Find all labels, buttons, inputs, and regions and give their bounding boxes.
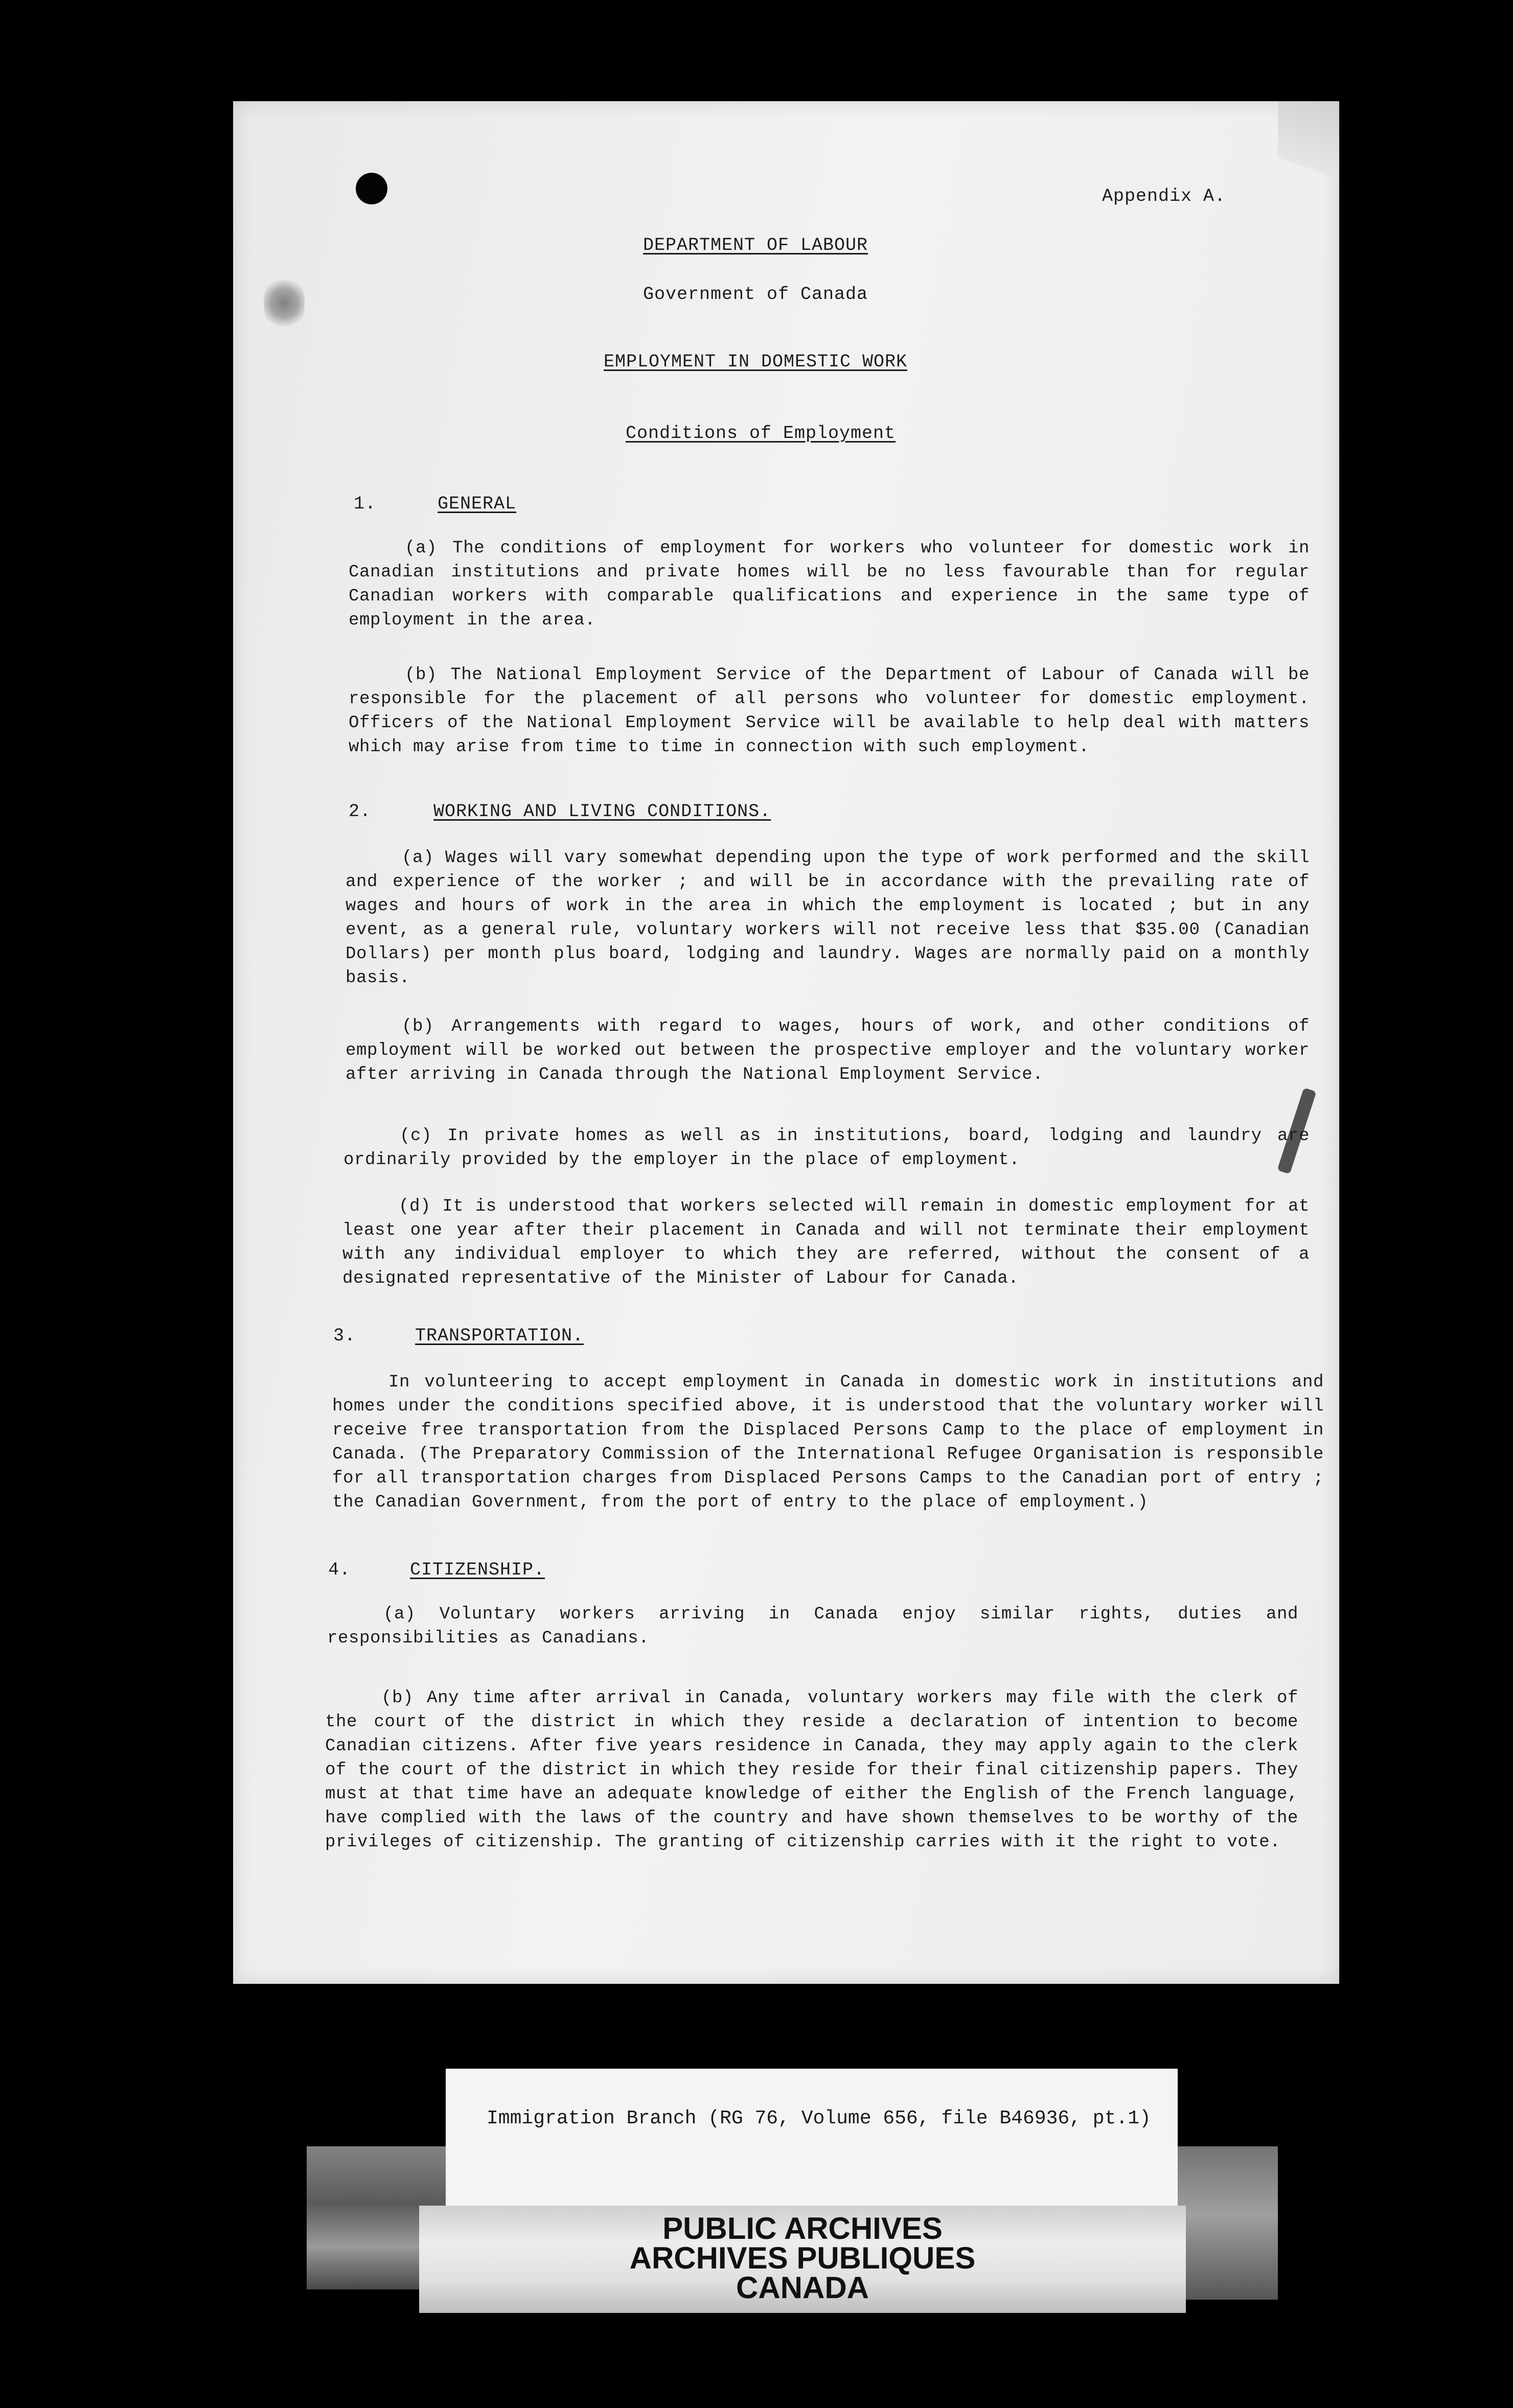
section-1-paragraph-a: (a) The conditions of employment for workers who volunteer for domestic work in Canadian institutions and private homes will be no less favourable than for regular Canadian workers with comparable qualifications and experience in the same type of employment in the area. — [349, 539, 1310, 630]
punch-hole — [356, 173, 387, 204]
section-2-paragraph-a: (a) Wages will vary somewhat depending upon the type of work performed and the skill and experience of the worker ; and will be in accordance with the prevailing rate of wages and hours of work in the area in which the employment is located ; but in any event, as a general rule, voluntary workers will not receive less that $35.00 (Canadian Dollars) per month plus board, lodging and laundry. Wages are normally paid on a monthly basis. — [346, 848, 1310, 988]
section-number: 1. — [354, 494, 377, 514]
government-heading: Government of Canada — [643, 284, 868, 305]
section-2-paragraph-b: (b) Arrangements with regard to wages, hours of work, and other conditions of employment will be worked out between the prospective employer and the voluntary worker after arriving in Canada through the National Employment Service. — [346, 1017, 1310, 1084]
stamp-line-1: PUBLIC ARCHIVES — [662, 2211, 943, 2245]
section-title: TRANSPORTATION. — [415, 1326, 584, 1346]
section-2-paragraph-d: (d) It is understood that workers selected will remain in domestic employment for at least one year after their placement in Canada and will not terminate their employment with any individual employer to which they are referred, without the consent of a designated representative of the Minister of Labour for Canada. — [342, 1197, 1310, 1288]
stamp-line-2: ARCHIVES PUBLIQUES — [629, 2241, 976, 2275]
document-page — [233, 101, 1339, 1984]
stamp-line-3: CANADA — [736, 2271, 869, 2305]
section-number: 4. — [328, 1560, 351, 1580]
section-3-paragraph: In volunteering to accept employment in Canada in domestic work in institutions and homes under the conditions specified above, it is understood that the voluntary worker will receive free transportation from the Displaced Persons Camp to the place of employment in Canada. (The Preparatory Commission of the International Refugee Organisation is responsible for all transportation charges from Displaced Persons Camps to the Canadian port of entry ; the Canadian Government, from the port of entry to the place of employment.) — [332, 1373, 1324, 1512]
department-heading: DEPARTMENT OF LABOUR — [643, 235, 868, 256]
section-4-paragraph-a: (a) Voluntary workers arriving in Canada enjoy similar rights, duties and responsibilities as Canadians. — [327, 1605, 1298, 1648]
appendix-label: Appendix A. — [1102, 186, 1226, 206]
archive-reference: Immigration Branch (RG 76, Volume 656, file B46936, pt.1) — [487, 2108, 1151, 2129]
section-number: 3. — [333, 1326, 356, 1346]
document-title: EMPLOYMENT IN DOMESTIC WORK — [603, 352, 908, 372]
section-2-paragraph-c: (c) In private homes as well as in institutions, board, lodging and laundry are ordinarily provided by the employer in the place of employment. — [343, 1126, 1310, 1170]
section-title: CITIZENSHIP. — [410, 1560, 545, 1580]
section-number: 2. — [349, 801, 372, 822]
folded-corner — [1278, 101, 1339, 209]
tape-right — [1176, 2146, 1278, 2300]
section-title: WORKING AND LIVING CONDITIONS. — [433, 801, 771, 822]
archive-stamp-strip — [419, 2206, 1186, 2313]
section-4-paragraph-b: (b) Any time after arrival in Canada, voluntary workers may file with the clerk of the court of the district in which they reside a declaration of intention to become Canadian citizens. After five years residence in Canada, they may apply again to the clerk of the court of the district in which they reside for their final citizenship papers. They must at that time have an adequate knowledge of either the English of the French language, have complied with the laws of the country and have shown themselves to be worthy of the privileges of citizenship. The granting of citizenship carries with it the right to vote. — [325, 1688, 1298, 1852]
section-1-paragraph-b: (b) The National Employment Service of the Department of Labour of Canada will be responsible for the placement of all persons who volunteer for domestic employment. Officers of the National Employment Service will be available to help deal with matters which may arise from time to time in connection with such employment. — [349, 665, 1310, 757]
section-title: GENERAL — [438, 494, 517, 514]
archive-reference-slip — [446, 2069, 1178, 2222]
document-subtitle: Conditions of Employment — [625, 423, 896, 444]
archive-stamp — [419, 2211, 1186, 2305]
